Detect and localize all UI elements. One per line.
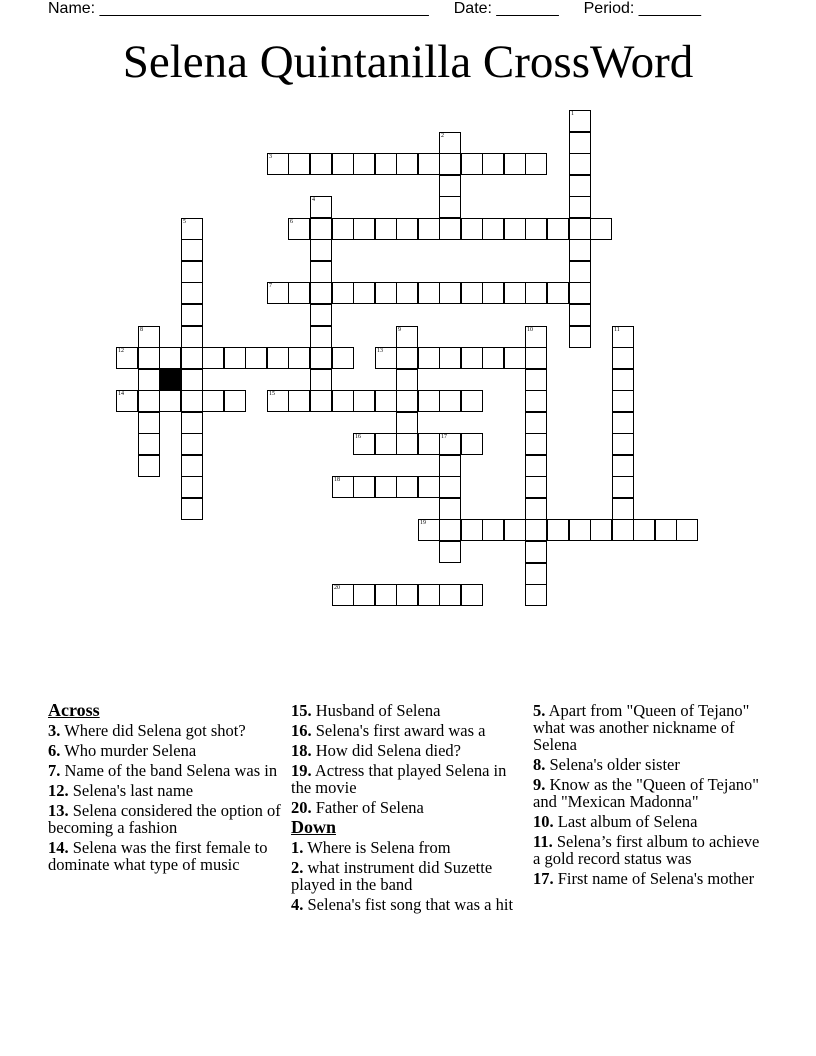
crossword-cell[interactable]	[482, 282, 504, 304]
crossword-cell[interactable]	[547, 282, 569, 304]
clues-column-1	[48, 702, 284, 876]
clue-text: Who murder Selena	[64, 741, 197, 760]
clue-number: 4.	[291, 895, 304, 914]
crossword-cell[interactable]	[138, 455, 160, 477]
crossword-cell[interactable]	[439, 498, 461, 520]
crossword-cell[interactable]	[504, 519, 526, 541]
crossword-cell[interactable]	[525, 584, 547, 606]
cell-number: 6	[290, 219, 293, 225]
cell-number: 11	[614, 327, 620, 333]
crossword-cell[interactable]	[525, 153, 547, 175]
crossword-cell[interactable]	[525, 282, 547, 304]
clue-number: 19.	[291, 761, 312, 780]
name-blank[interactable]: _____________________________________	[99, 0, 429, 17]
clue-number: 7.	[48, 761, 61, 780]
crossword-cell[interactable]	[525, 347, 547, 369]
clue-number: 3.	[48, 721, 61, 740]
crossword-cell[interactable]	[439, 433, 461, 455]
cell-number: 5	[183, 219, 186, 225]
crossword-cell[interactable]	[138, 433, 160, 455]
crossword-cell[interactable]	[202, 347, 224, 369]
crossword-cell[interactable]	[310, 196, 332, 218]
clue-item	[48, 802, 284, 836]
crossword-cell[interactable]	[353, 282, 375, 304]
crossword-cell[interactable]	[310, 282, 332, 304]
clue-number: 8.	[533, 755, 546, 774]
crossword-cell[interactable]	[181, 498, 203, 520]
clue-item	[48, 742, 284, 759]
crossword-cell[interactable]	[181, 455, 203, 477]
crossword-cell[interactable]	[375, 347, 397, 369]
crossword-cell[interactable]	[288, 218, 310, 240]
crossword-cell[interactable]	[138, 369, 160, 391]
crossword-cell[interactable]	[245, 347, 267, 369]
crossword-cell[interactable]	[396, 584, 418, 606]
crossword-cell[interactable]	[461, 153, 483, 175]
crossword-cell[interactable]	[267, 390, 289, 412]
clue-text: Apart from "Queen of Tejano" what was another nickname of Selena	[533, 701, 750, 754]
cell-number: 8	[140, 327, 143, 333]
crossword-cell[interactable]	[439, 196, 461, 218]
cell-number: 20	[334, 585, 340, 591]
crossword-cell[interactable]	[439, 541, 461, 563]
crossword-cell[interactable]	[482, 519, 504, 541]
crossword-cell[interactable]	[569, 110, 591, 132]
crossword-cell[interactable]	[396, 347, 418, 369]
name-label: Name:	[48, 0, 100, 17]
clue-text: Husband of Selena	[315, 701, 441, 720]
cell-number: 18	[334, 477, 340, 483]
crossword-cell[interactable]	[288, 282, 310, 304]
crossword-cell[interactable]	[224, 347, 246, 369]
crossword-cell[interactable]	[461, 519, 483, 541]
clue-text: Name of the band Selena was in	[64, 761, 278, 780]
crossword-cell[interactable]	[525, 498, 547, 520]
crossword-cell[interactable]	[569, 175, 591, 197]
crossword-cell[interactable]	[525, 519, 547, 541]
crossword-cell[interactable]	[525, 541, 547, 563]
crossword-cell[interactable]	[181, 390, 203, 412]
crossword-cell[interactable]	[310, 369, 332, 391]
crossword-cell[interactable]	[482, 347, 504, 369]
crossword-cell[interactable]	[181, 347, 203, 369]
crossword-cell[interactable]	[332, 584, 354, 606]
across-heading: Across	[48, 700, 100, 720]
crossword-cell[interactable]	[439, 282, 461, 304]
crossword-cell[interactable]	[439, 476, 461, 498]
clue-item	[291, 859, 527, 893]
clue-text: Last album of Selena	[557, 812, 698, 831]
crossword-cell[interactable]	[461, 390, 483, 412]
cell-number: 10	[527, 327, 533, 333]
crossword-cell[interactable]	[525, 369, 547, 391]
crossword-cell[interactable]	[482, 218, 504, 240]
clue-number: 18.	[291, 741, 312, 760]
crossword-cell[interactable]	[569, 326, 591, 348]
cell-number: 2	[441, 133, 444, 139]
crossword-cell[interactable]	[396, 282, 418, 304]
crossword-cell[interactable]	[116, 390, 138, 412]
clue-item	[291, 742, 527, 759]
clue-text: Selena's older sister	[549, 755, 680, 774]
clue-text: Know as the "Queen of Tejano" and "Mexican Madonna"	[533, 775, 759, 811]
period-label: Period:	[583, 0, 639, 17]
crossword-cell[interactable]	[547, 519, 569, 541]
cell-number: 15	[269, 391, 275, 397]
clue-item	[533, 833, 769, 867]
crossword-cell[interactable]	[310, 326, 332, 348]
clue-item	[291, 762, 527, 796]
clue-item	[291, 839, 527, 856]
crossword-cell[interactable]	[612, 476, 634, 498]
clue-number: 6.	[48, 741, 61, 760]
crossword-cell[interactable]	[569, 282, 591, 304]
crossword-cell[interactable]	[396, 412, 418, 434]
clue-number: 12.	[48, 781, 69, 800]
clue-text: Selena considered the option of becoming a fashion	[48, 801, 281, 837]
crossword-cell[interactable]	[159, 347, 181, 369]
clue-item	[291, 722, 527, 739]
crossword-cell[interactable]	[332, 218, 354, 240]
clue-text: Selena's first award was a	[315, 721, 486, 740]
page-title: Selena Quintanilla CrossWord	[122, 36, 694, 88]
crossword-cell[interactable]	[525, 412, 547, 434]
crossword-cell[interactable]	[332, 282, 354, 304]
cell-number: 1	[571, 111, 574, 117]
crossword-cell[interactable]	[181, 218, 203, 240]
crossword-cell[interactable]	[332, 476, 354, 498]
crossword-cell[interactable]	[267, 282, 289, 304]
crossword-cell[interactable]	[439, 390, 461, 412]
crossword-cell[interactable]	[612, 498, 634, 520]
crossword-cell[interactable]	[612, 519, 634, 541]
crossword-cell[interactable]	[396, 433, 418, 455]
crossword-cell[interactable]	[482, 153, 504, 175]
crossword-cell[interactable]	[612, 433, 634, 455]
crossword-cell[interactable]	[181, 326, 203, 348]
crossword-cell[interactable]	[396, 218, 418, 240]
clue-text: Actress that played Selena in the movie	[291, 761, 507, 797]
crossword-cell[interactable]	[633, 519, 655, 541]
crossword-cell[interactable]	[396, 476, 418, 498]
crossword-cell[interactable]	[569, 132, 591, 154]
crossword-cell[interactable]	[439, 153, 461, 175]
clue-number: 2.	[291, 858, 304, 877]
crossword-cell[interactable]	[375, 476, 397, 498]
crossword-cell[interactable]	[439, 519, 461, 541]
crossword-cell[interactable]	[138, 326, 160, 348]
clue-number: 16.	[291, 721, 312, 740]
crossword-cell[interactable]	[396, 369, 418, 391]
crossword-cell[interactable]	[612, 390, 634, 412]
crossword-cell[interactable]	[525, 563, 547, 585]
crossword-cell[interactable]	[461, 282, 483, 304]
clue-text: Selena's last name	[72, 781, 194, 800]
crossword-cell[interactable]	[569, 261, 591, 283]
clue-number: 11.	[533, 832, 553, 851]
crossword-cell[interactable]	[525, 390, 547, 412]
crossword-cell[interactable]	[569, 218, 591, 240]
crossword-cell[interactable]	[288, 347, 310, 369]
clue-text: Selena was the first female to dominate what type of music	[48, 838, 268, 874]
clue-item	[291, 896, 527, 913]
crossword-cell[interactable]	[288, 153, 310, 175]
clue-text: what instrument did Suzette played in the band	[291, 858, 493, 894]
clues-column-2	[291, 702, 527, 916]
cell-number: 3	[269, 154, 272, 160]
crossword-cell[interactable]	[375, 433, 397, 455]
crossword-cell[interactable]	[310, 153, 332, 175]
crossword-cell[interactable]	[504, 153, 526, 175]
clue-text: Selena’s first album to achieve a gold record status was	[533, 832, 760, 868]
crossword-cell[interactable]	[353, 476, 375, 498]
cell-number: 4	[312, 197, 315, 203]
crossword-cell[interactable]	[439, 584, 461, 606]
clue-number: 15.	[291, 701, 312, 720]
crossword-cell[interactable]	[353, 584, 375, 606]
crossword-cell[interactable]	[461, 347, 483, 369]
clue-text: How did Selena died?	[315, 741, 462, 760]
crossword-cell[interactable]	[439, 218, 461, 240]
crossword-cell[interactable]	[138, 412, 160, 434]
crossword-cell[interactable]	[116, 347, 138, 369]
crossword-cell[interactable]	[353, 153, 375, 175]
clue-text: Father of Selena	[315, 798, 424, 817]
crossword-cell[interactable]	[504, 218, 526, 240]
clue-item	[48, 762, 284, 779]
crossword-cell[interactable]	[612, 369, 634, 391]
crossword-cell[interactable]	[181, 282, 203, 304]
clue-number: 5.	[533, 701, 546, 720]
crossword-cell[interactable]	[525, 326, 547, 348]
clues-column-3	[533, 702, 769, 890]
crossword-cell[interactable]	[612, 455, 634, 477]
crossword-cell[interactable]	[461, 584, 483, 606]
clue-item	[533, 870, 769, 887]
clue-item	[533, 776, 769, 810]
crossword-cell[interactable]	[396, 153, 418, 175]
crossword-cell[interactable]	[310, 239, 332, 261]
clue-item	[533, 702, 769, 753]
crossword-cell[interactable]	[353, 390, 375, 412]
crossword-cell[interactable]	[332, 153, 354, 175]
clue-item	[291, 799, 527, 816]
crossword-cell[interactable]	[202, 390, 224, 412]
crossword-cell[interactable]	[181, 261, 203, 283]
crossword-cell[interactable]	[138, 347, 160, 369]
crossword-cell[interactable]	[138, 390, 160, 412]
crossword-cell[interactable]	[181, 476, 203, 498]
period-blank[interactable]: _______	[638, 0, 702, 17]
crossword-cell[interactable]	[547, 218, 569, 240]
crossword-cell[interactable]	[353, 433, 375, 455]
crossword-cell[interactable]	[181, 433, 203, 455]
crossword-cell[interactable]	[418, 347, 440, 369]
cell-number: 9	[398, 327, 401, 333]
clue-number: 10.	[533, 812, 554, 831]
clue-number: 1.	[291, 838, 304, 857]
clue-number: 14.	[48, 838, 69, 857]
crossword-cell[interactable]	[310, 218, 332, 240]
clue-number: 9.	[533, 775, 546, 794]
cell-number: 17	[441, 434, 447, 440]
cell-number: 16	[355, 434, 361, 440]
crossword-cell[interactable]	[310, 390, 332, 412]
crossword-cell[interactable]	[267, 347, 289, 369]
clue-text: Where is Selena from	[307, 838, 451, 857]
crossword-cell[interactable]	[525, 218, 547, 240]
black-square	[159, 369, 181, 391]
crossword-cell[interactable]	[569, 519, 591, 541]
clue-item	[291, 702, 527, 719]
clue-item	[48, 782, 284, 799]
crossword-cell[interactable]	[375, 153, 397, 175]
crossword-cell[interactable]	[590, 218, 612, 240]
crossword-cell[interactable]	[612, 347, 634, 369]
crossword-cell[interactable]	[439, 175, 461, 197]
crossword-cell[interactable]	[375, 218, 397, 240]
crossword-cell[interactable]	[332, 347, 354, 369]
clue-item	[48, 722, 284, 739]
crossword-cell[interactable]	[418, 476, 440, 498]
crossword-cell[interactable]	[525, 476, 547, 498]
crossword-cell[interactable]	[310, 261, 332, 283]
crossword-cell[interactable]	[332, 390, 354, 412]
clue-item	[48, 839, 284, 873]
crossword-cell[interactable]	[676, 519, 698, 541]
crossword-cell[interactable]	[569, 239, 591, 261]
crossword-cell[interactable]	[504, 282, 526, 304]
crossword-cell[interactable]	[310, 347, 332, 369]
crossword-cell[interactable]	[655, 519, 677, 541]
crossword-cell[interactable]	[181, 412, 203, 434]
crossword-cell[interactable]	[439, 132, 461, 154]
clue-number: 17.	[533, 869, 554, 888]
crossword-cell[interactable]	[590, 519, 612, 541]
down-heading: Down	[291, 817, 337, 837]
crossword-cell[interactable]	[375, 390, 397, 412]
crossword-cell[interactable]	[375, 584, 397, 606]
crossword-cell[interactable]	[418, 584, 440, 606]
clue-text: First name of Selena's mother	[557, 869, 755, 888]
clue-item	[533, 813, 769, 830]
crossword-cell[interactable]	[396, 390, 418, 412]
crossword-cell[interactable]	[439, 347, 461, 369]
date-label: Date:	[453, 0, 497, 17]
crossword-cell[interactable]	[181, 369, 203, 391]
crossword-cell[interactable]	[375, 282, 397, 304]
crossword-cell[interactable]	[418, 433, 440, 455]
cell-number: 14	[118, 391, 124, 397]
crossword-cell[interactable]	[504, 347, 526, 369]
crossword-cell[interactable]	[353, 218, 375, 240]
clue-text: Where did Selena got shot?	[64, 721, 246, 740]
cell-number: 12	[118, 348, 124, 354]
crossword-cell[interactable]	[224, 390, 246, 412]
crossword-cell[interactable]	[267, 153, 289, 175]
clue-number: 13.	[48, 801, 69, 820]
crossword-cell[interactable]	[181, 304, 203, 326]
crossword-cell[interactable]	[612, 326, 634, 348]
crossword-cell[interactable]	[159, 390, 181, 412]
crossword-cell[interactable]	[569, 153, 591, 175]
crossword-cell[interactable]	[288, 390, 310, 412]
date-blank[interactable]: _______	[496, 0, 559, 17]
crossword-cell[interactable]	[525, 433, 547, 455]
crossword-cell[interactable]	[418, 153, 440, 175]
clue-item	[533, 756, 769, 773]
crossword-cell[interactable]	[310, 304, 332, 326]
crossword-cell[interactable]	[569, 304, 591, 326]
crossword-cell[interactable]	[418, 218, 440, 240]
cell-number: 13	[377, 348, 383, 354]
crossword-cell[interactable]	[181, 239, 203, 261]
cell-number: 7	[269, 283, 272, 289]
crossword-cell[interactable]	[418, 282, 440, 304]
crossword-cell[interactable]	[612, 412, 634, 434]
crossword-cell[interactable]	[461, 433, 483, 455]
crossword-cell[interactable]	[569, 196, 591, 218]
crossword-cell[interactable]	[461, 218, 483, 240]
crossword-cell[interactable]	[418, 519, 440, 541]
cell-number: 19	[420, 520, 426, 526]
crossword-cell[interactable]	[525, 455, 547, 477]
crossword-cell[interactable]	[439, 455, 461, 477]
crossword-cell[interactable]	[418, 390, 440, 412]
crossword-cell[interactable]	[396, 326, 418, 348]
clue-number: 20.	[291, 798, 312, 817]
clue-text: Selena's fist song that was a hit	[307, 895, 514, 914]
